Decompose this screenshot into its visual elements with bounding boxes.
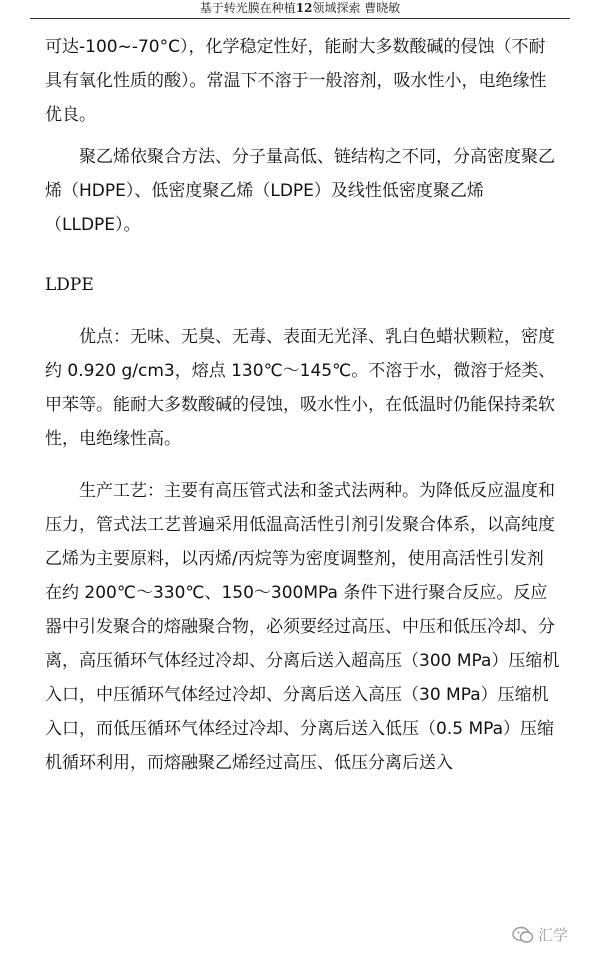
section-heading-ldpe: LDPE xyxy=(45,275,94,295)
page-header xyxy=(30,0,570,19)
document-body xyxy=(45,30,560,780)
paragraph-properties: 可达-100~-70°C），化学稳定性好，能耐大多数酸碱的侵蚀（不耐具有氧化性质的酸）。常温下不溶于一般溶剂，吸水性小，电绝缘性优良。 xyxy=(45,37,547,125)
page-number: 12 xyxy=(295,1,313,15)
watermark xyxy=(512,924,568,945)
paragraph-classification: 聚乙烯依聚合方法、分子量高低、链结构之不同，分高密度聚乙烯（HDPE）、低密度聚乙烯（LDPE）及线性低密度聚乙烯（LLDPE）。 xyxy=(45,147,555,235)
wechat-icon xyxy=(512,926,534,944)
paragraph-production-process: 生产工艺：主要有高压管式法和釜式法两种。为降低反应温度和压力，管式法工艺普遍采用低温高活性引剂引发聚合体系，以高纯度乙烯为主要原料，以丙烯/丙烷等为密度调整剂，使用高活性引发剂在约 200℃～330℃、150～300MPa 条件下进行聚合反应。反应器中引发聚合的熔融聚合物，必须要经过高压、中压和低压冷却、分离，高压循环气体经过冷却、分离后送入超高压（300 MPa）压缩机入口，中压循环气体经过冷却、分离后送入高压（30 MPa）压缩机入口，而低压循环气体经过冷却、分离后送入低压（0.5 MPa）压缩机循环利用，而熔融聚乙烯经过高压、低压分离后送入 xyxy=(45,481,560,773)
header-title-left: 基于转光膜在种植 xyxy=(199,1,296,15)
paragraph-advantages: 优点：无味、无臭、无毒、表面无光泽、乳白色蜡状颗粒，密度约 0.920 g/cm3，熔点 130℃～145℃。不溶于水，微溶于烃类、甲苯等。能耐大多数酸碱的侵蚀，吸水性小，在低温时仍能保持柔软性，电绝缘性高。 xyxy=(45,327,556,449)
header-title-right: 领域探索 曹晓敏 xyxy=(312,1,401,15)
watermark-text: 汇学 xyxy=(537,926,568,944)
